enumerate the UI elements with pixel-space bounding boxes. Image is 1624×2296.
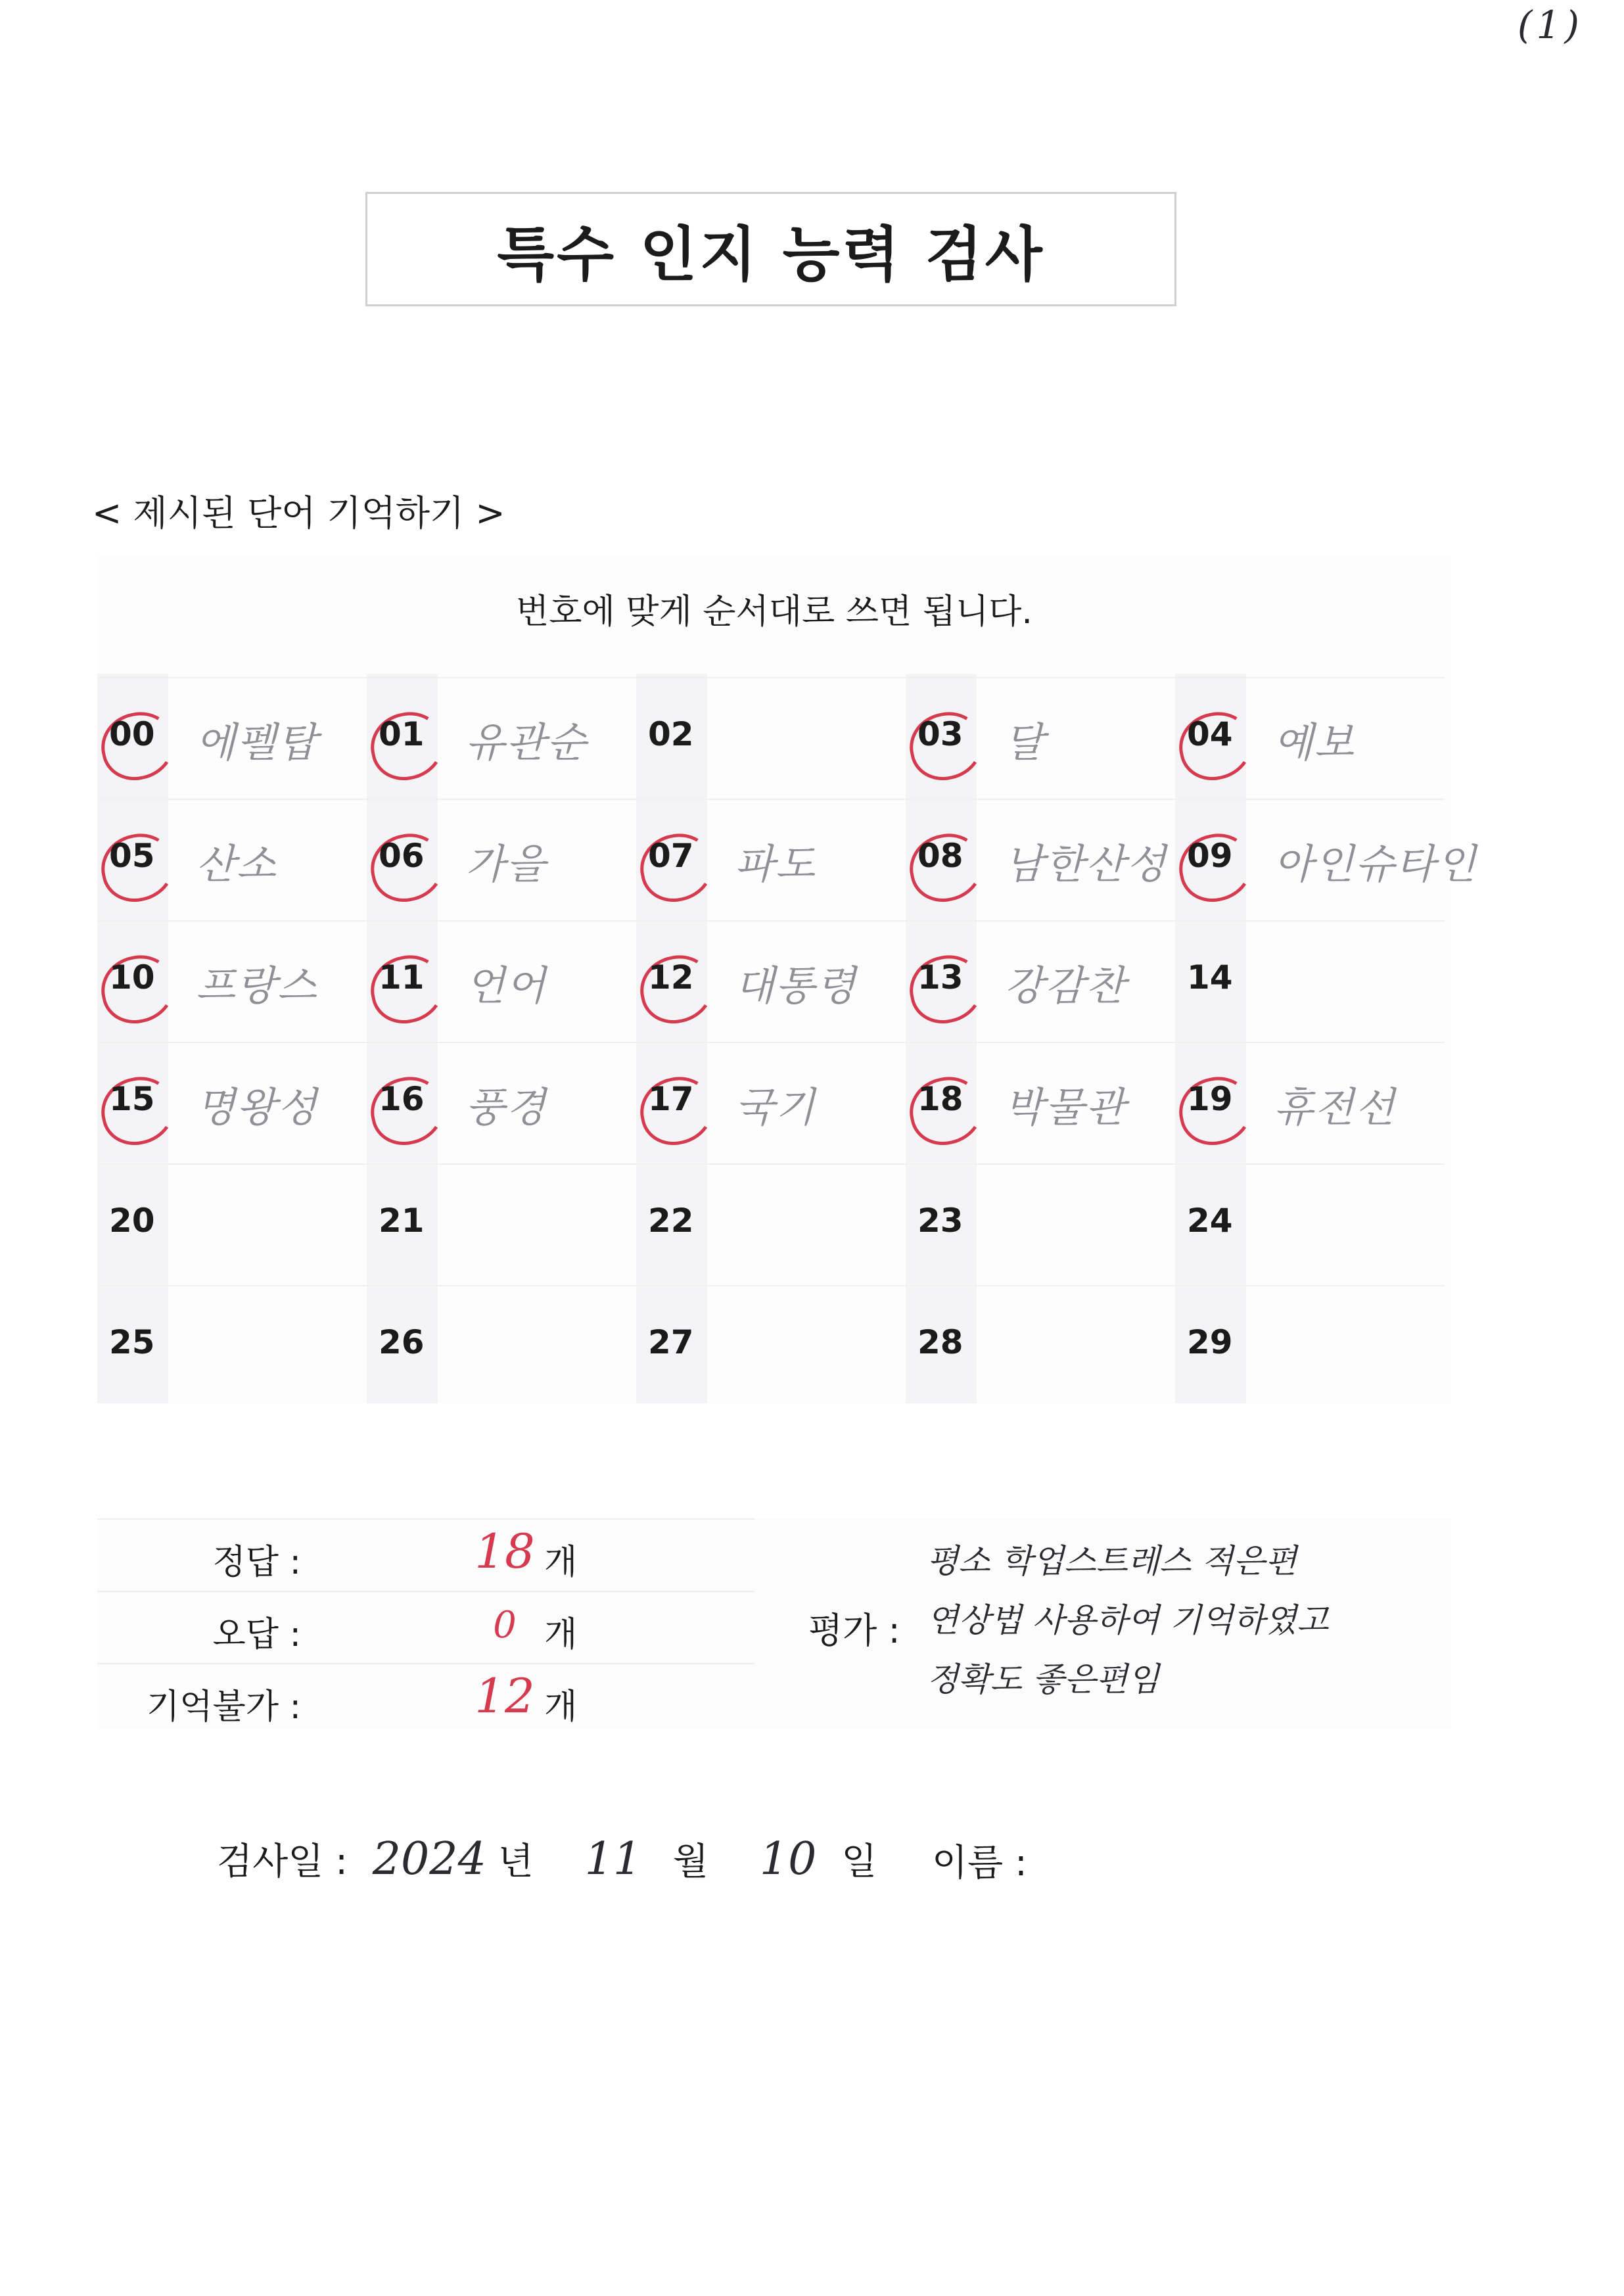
handwritten-answer: 아인슈타인	[1274, 840, 1477, 888]
handwritten-answer: 에펠탑	[196, 718, 318, 766]
item-number: 18	[917, 1080, 963, 1118]
test-date	[217, 1833, 877, 1885]
handwritten-answer: 국기	[735, 1083, 816, 1131]
item-number: 16	[379, 1080, 425, 1118]
date-day-unit: 일	[841, 1840, 877, 1883]
word-cell	[97, 677, 367, 799]
handwritten-answer: 남한산성	[1004, 840, 1167, 888]
item-number: 23	[917, 1202, 963, 1240]
word-cell	[97, 799, 367, 920]
evaluation-label: 평가 :	[808, 1610, 900, 1651]
word-cell	[906, 1285, 1175, 1407]
item-number: 03	[917, 715, 963, 753]
item-number: 19	[1187, 1080, 1233, 1118]
wrong-label: 오답 :	[212, 1615, 301, 1654]
handwritten-answer: 프랑스	[196, 962, 318, 1010]
handwritten-answer: 언어	[465, 962, 547, 1010]
date-day: 10	[759, 1833, 817, 1885]
item-number: 06	[379, 837, 425, 875]
instruction-text: 번호에 맞게 순서대로 쓰면 됩니다.	[516, 592, 1032, 632]
handwritten-answer: 강감찬	[1004, 962, 1126, 1010]
item-number: 28	[917, 1323, 963, 1361]
handwritten-answer: 풍경	[465, 1083, 547, 1131]
wrong-count: 0	[493, 1604, 517, 1647]
item-number: 10	[109, 958, 155, 996]
word-cell	[1175, 920, 1445, 1042]
date-label: 검사일 :	[217, 1840, 348, 1883]
item-number: 04	[1187, 715, 1233, 753]
handwritten-answer: 휴전선	[1274, 1083, 1396, 1131]
item-number: 02	[648, 715, 694, 753]
word-cell	[636, 799, 906, 920]
item-number: 20	[109, 1202, 155, 1240]
evaluation-line: 연상법 사용하여 기억하였고	[927, 1601, 1329, 1639]
handwritten-answer: 파도	[735, 840, 816, 888]
handwritten-answer: 달	[1004, 718, 1045, 766]
date-year: 2024	[372, 1833, 486, 1885]
page-number: (1)	[1517, 3, 1583, 47]
item-number: 11	[379, 958, 425, 996]
word-cell	[636, 1042, 906, 1163]
evaluation-line: 평소 학업스트레스 적은편	[927, 1542, 1297, 1580]
handwritten-answer: 가을	[465, 840, 547, 888]
correct-unit: 개	[544, 1543, 578, 1582]
word-cell	[367, 799, 636, 920]
handwritten-answer: 대통령	[735, 962, 857, 1010]
handwritten-answer: 예보	[1274, 718, 1355, 766]
item-number: 26	[379, 1323, 425, 1361]
section-label: < 제시된 단어 기억하기 >	[92, 492, 505, 534]
word-cell	[367, 677, 636, 799]
item-number: 22	[648, 1202, 694, 1240]
item-number: 13	[917, 958, 963, 996]
item-number: 17	[648, 1080, 694, 1118]
date-month-unit: 월	[672, 1840, 709, 1883]
score-row-unknown	[97, 1663, 754, 1730]
item-number: 00	[109, 715, 155, 753]
unknown-count: 12	[475, 1668, 535, 1723]
item-number: 09	[1187, 837, 1233, 875]
item-number: 12	[648, 958, 694, 996]
word-cell	[906, 1042, 1175, 1163]
item-number: 24	[1187, 1202, 1233, 1240]
unknown-label: 기억불가 :	[147, 1687, 301, 1727]
word-cell	[1175, 1042, 1445, 1163]
word-cell	[1175, 799, 1477, 920]
handwritten-answer: 산소	[196, 840, 277, 888]
item-number: 05	[109, 837, 155, 875]
word-cell	[906, 677, 1175, 799]
handwritten-answer: 박물관	[1004, 1083, 1126, 1131]
item-number: 15	[109, 1080, 155, 1118]
date-month: 11	[584, 1833, 642, 1885]
word-cell	[97, 1042, 367, 1163]
word-cell	[1175, 677, 1445, 799]
word-cell	[636, 920, 906, 1042]
handwritten-answer: 유관순	[465, 718, 588, 766]
item-number: 08	[917, 837, 963, 875]
item-number: 27	[648, 1323, 694, 1361]
item-number: 14	[1187, 958, 1233, 996]
word-cell	[1175, 1163, 1445, 1285]
handwritten-answer: 명왕성	[196, 1083, 318, 1131]
correct-count: 18	[475, 1524, 535, 1579]
page-title: 특수 인지 능력 검사	[497, 220, 1045, 289]
word-cell	[636, 677, 906, 799]
word-cell	[367, 1163, 636, 1285]
word-cell	[906, 1163, 1175, 1285]
item-number: 07	[648, 837, 694, 875]
word-cell	[97, 1285, 367, 1407]
word-cell	[636, 1163, 906, 1285]
word-cell	[367, 920, 636, 1042]
evaluation-line: 정확도 좋은편임	[927, 1660, 1159, 1699]
correct-label: 정답 :	[212, 1543, 301, 1582]
item-number: 01	[379, 715, 425, 753]
word-cell	[97, 920, 367, 1042]
score-row-correct	[97, 1518, 754, 1585]
word-cell	[636, 1285, 906, 1407]
word-cell	[367, 1042, 636, 1163]
item-number: 25	[109, 1323, 155, 1361]
score-row-wrong	[97, 1591, 754, 1658]
word-cell	[906, 920, 1175, 1042]
item-number: 29	[1187, 1323, 1233, 1361]
word-cell	[1175, 1285, 1445, 1407]
name-label: 이름 :	[932, 1842, 1027, 1885]
word-cell	[906, 799, 1175, 920]
date-year-unit: 년	[498, 1840, 534, 1883]
wrong-unit: 개	[544, 1615, 578, 1654]
item-number: 21	[379, 1202, 425, 1240]
title-box	[365, 192, 1176, 306]
unknown-unit: 개	[544, 1687, 578, 1727]
word-cell	[367, 1285, 636, 1407]
word-cell	[97, 1163, 367, 1285]
